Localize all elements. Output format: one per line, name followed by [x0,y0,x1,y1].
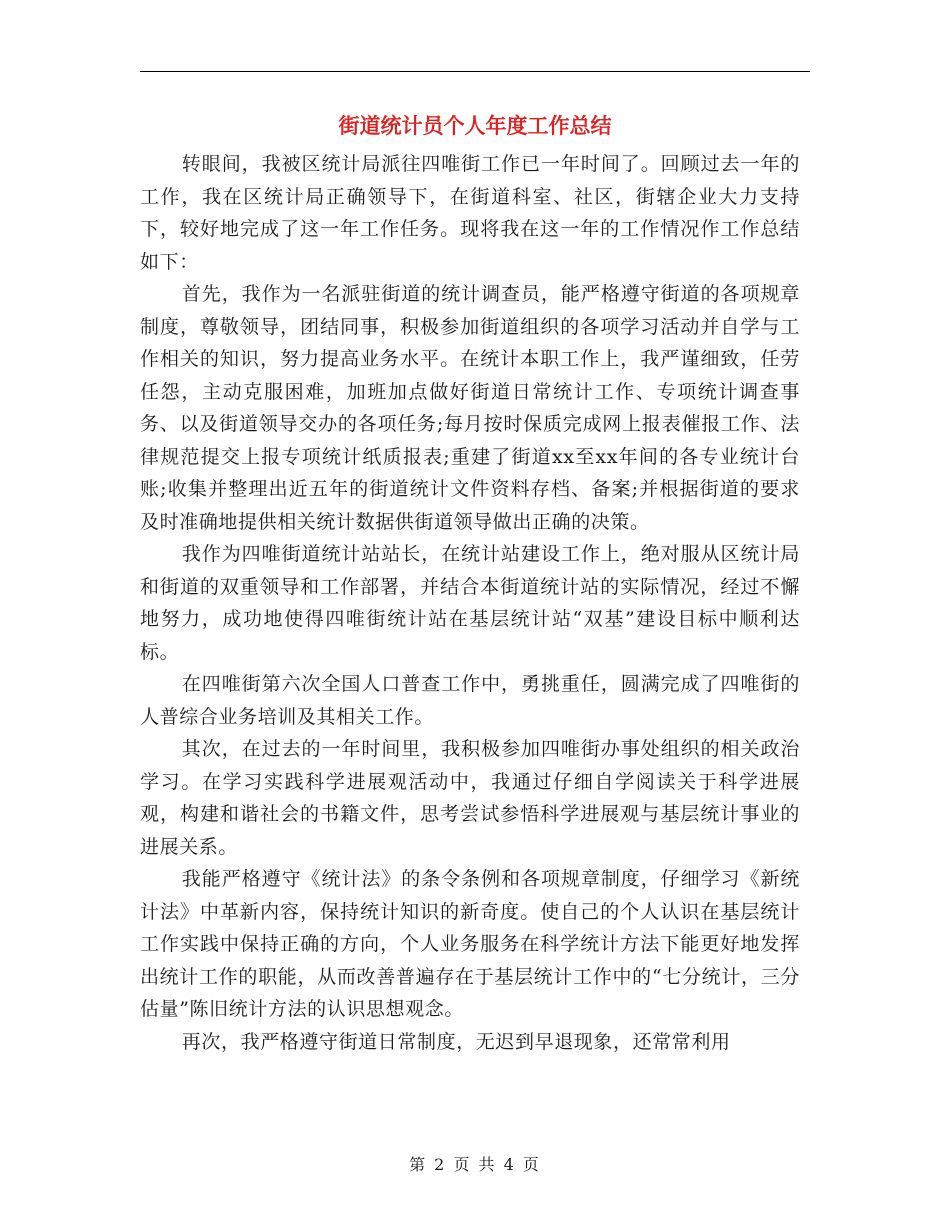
paragraph-intro: 转眼间，我被区统计局派往四唯街工作已一年时间了。回顾过去一年的工作，我在区统计局正确领导下，在街道科室、社区，街辖企业大力支持下，较好地完成了这一年工作任务。现将我在这一年的工作情况作工作总结如下： [140,153,800,273]
paragraph-law: 我能严格遵守《统计法》的条令条例和各项规章制度，仔细学习《新统计法》中革新内容，保持统计知识的新奇度。使自己的个人认识在基层统计工作实践中保持正确的方向，个人业务服务在科学统计方法下能更好地发挥出统计工作的职能，从而改善普遍存在于基层统计工作中的“七分统计，三分估量”陈旧统计方法的认识思想观念。 [140,868,800,1020]
paragraph-second: 其次，在过去的一年时间里，我积极参加四唯街办事处组织的相关政治学习。在学习实践科学进展观活动中，我通过仔细自学阅读关于科学进展观，构建和谐社会的书籍文件，思考尝试参悟科学进展观与基层统计事业的进展关系。 [140,738,800,858]
document-body [140,148,800,1058]
paragraph-census: 在四唯街第六次全国人口普查工作中，勇挑重任，圆满完成了四唯街的人普综合业务培训及其相关工作。 [140,673,800,728]
paragraph-third: 再次，我严格遵守街道日常制度，无迟到早退现象，还常常利用 [181,1030,731,1053]
page-number: 第 2 页 共 4 页 [409,1155,541,1174]
header-rule [140,71,810,72]
paragraph-station: 我作为四唯街道统计站站长，在统计站建设工作上，绝对服从区统计局和街道的双重领导和工作部署，并结合本街道统计站的实际情况，经过不懈地努力，成功地使得四唯街统计站在基层统计站“双基”建设目标中顺利达标。 [140,543,800,663]
document-title: 街道统计员个人年度工作总结 [338,114,612,138]
paragraph-first: 首先，我作为一名派驻街道的统计调查员，能严格遵守街道的各项规章制度，尊敬领导，团结同事，积极参加街道组织的各项学习活动并自学与工作相关的知识，努力提高业务水平。在统计本职工作上，我严谨细致，任劳任怨，主动克服困难，加班加点做好街道日常统计工作、专项统计调查事务、以及街道领导交办的各项任务;每月按时保质完成网上报表催报工作、法律规范提交上报专项统计纸质报表;重建了街道xx至xx年间的各专业统计台账;收集并整理出近五年的街道统计文件资料存档、备案;并根据街道的要求及时准确地提供相关统计数据供街道领导做出正确的决策。 [140,283,800,533]
